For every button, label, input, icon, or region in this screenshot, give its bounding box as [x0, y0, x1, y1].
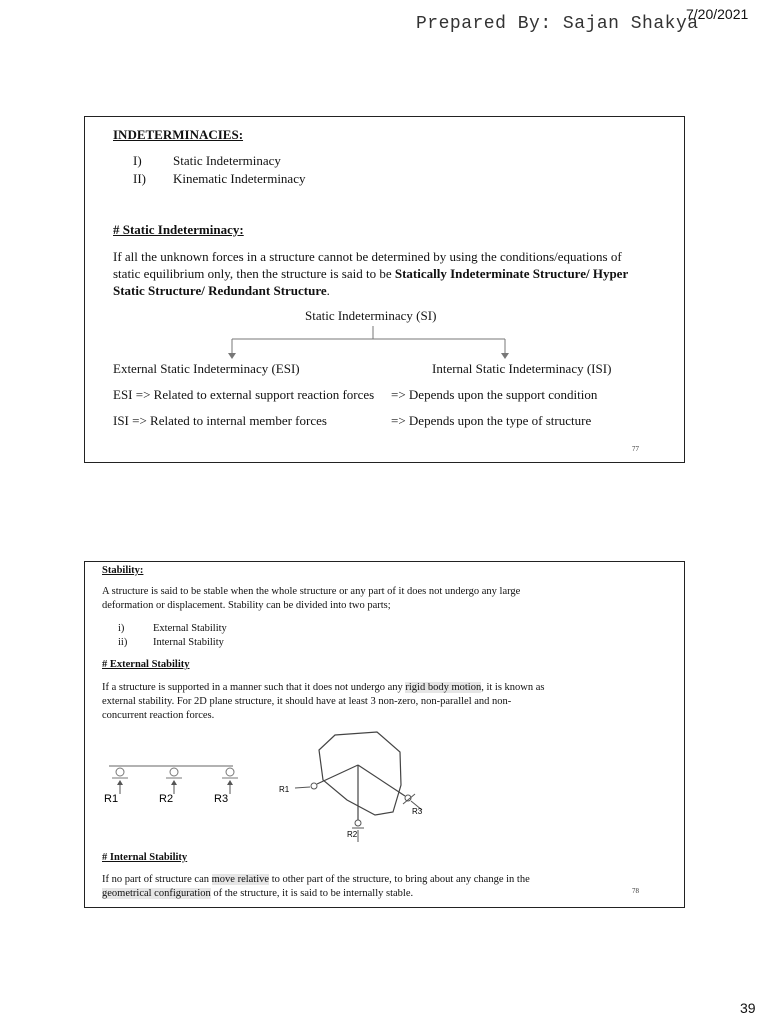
slide-78	[84, 561, 685, 908]
tree-connectors	[85, 117, 685, 462]
highlight: move relative	[211, 874, 270, 885]
esi-description: ESI => Related to external support reaction forces	[113, 387, 375, 402]
esi-branch: External Static Indeterminacy (ESI)	[113, 361, 300, 376]
support-r2	[166, 768, 182, 794]
list-item: Internal Stability	[153, 637, 224, 648]
list-item: Kinematic Indeterminacy	[173, 171, 306, 186]
support-r3	[222, 768, 238, 794]
list-num: ii)	[118, 637, 128, 648]
highlight: rigid body motion	[405, 682, 482, 693]
indeterminacies-heading: INDETERMINACIES:	[113, 127, 244, 142]
rigid-body-diagram	[275, 730, 445, 845]
slide-77	[84, 116, 685, 463]
beam-diagram	[95, 752, 265, 812]
date-header: 7/20/2021	[686, 6, 749, 22]
beam-label-r1: R1	[104, 793, 119, 805]
isi-branch: Internal Static Indeterminacy (ISI)	[432, 361, 612, 376]
beam-label-r3: R3	[214, 793, 229, 805]
internal-stability-paragraph: If no part of structure can move relative to other part of the structure, to bring about any change in the geometrical configuration of the structure, it is said to be internally stable.	[102, 874, 530, 899]
body-label-r3: R3	[412, 807, 423, 816]
prepared-by-header: Prepared By: Sajan Shakya	[416, 14, 699, 34]
body-label-r2: R2	[347, 830, 358, 839]
external-stability-heading: # External Stability	[102, 659, 190, 670]
list-item: Static Indeterminacy	[173, 153, 281, 168]
external-stability-paragraph: If a structure is supported in a manner such that it does not undergo any rigid body motion, it is known as external stability. For 2D plane structure, it should have at least 3 non-zero, non-parallel and non-concurrent reaction forces.	[102, 682, 545, 721]
list-num: I)	[133, 153, 142, 168]
slide-number: 78	[632, 887, 639, 895]
isi-dependency: => Depends upon the type of structure	[391, 413, 592, 428]
body-label-r1: R1	[279, 785, 290, 794]
internal-stability-heading: # Internal Stability	[102, 852, 188, 863]
list-num: II)	[133, 171, 146, 186]
slide-number: 77	[632, 445, 639, 453]
stability-intro: A structure is said to be stable when the whole structure or any part of it does not undergo any large deformation or displacement. Stability can be divided into two parts;	[102, 586, 521, 611]
tree-root: Static Indeterminacy (SI)	[305, 308, 437, 323]
stability-heading: Stability:	[102, 565, 144, 576]
static-indeterminacy-heading: # Static Indeterminacy:	[113, 222, 244, 237]
esi-dependency: => Depends upon the support condition	[391, 387, 598, 402]
isi-description: ISI => Related to internal member forces	[113, 413, 327, 428]
definition-paragraph: If all the unknown forces in a structure cannot be determined by using the conditions/equations of static equilibrium only, then the structure is said to be Statically Indeterminate Structure/ Hyper Static Structure/ Redundant Structure.	[113, 249, 628, 298]
page-number: 39	[740, 1000, 756, 1016]
support-r1	[112, 768, 128, 794]
highlight: geometrical configuration	[102, 888, 211, 899]
beam-label-r2: R2	[159, 793, 174, 805]
list-item: External Stability	[153, 623, 227, 634]
bold-term: Statically Indeterminate Structure/ Hyper Static Structure/ Redundant Structure	[113, 266, 628, 298]
list-num: i)	[118, 623, 125, 634]
